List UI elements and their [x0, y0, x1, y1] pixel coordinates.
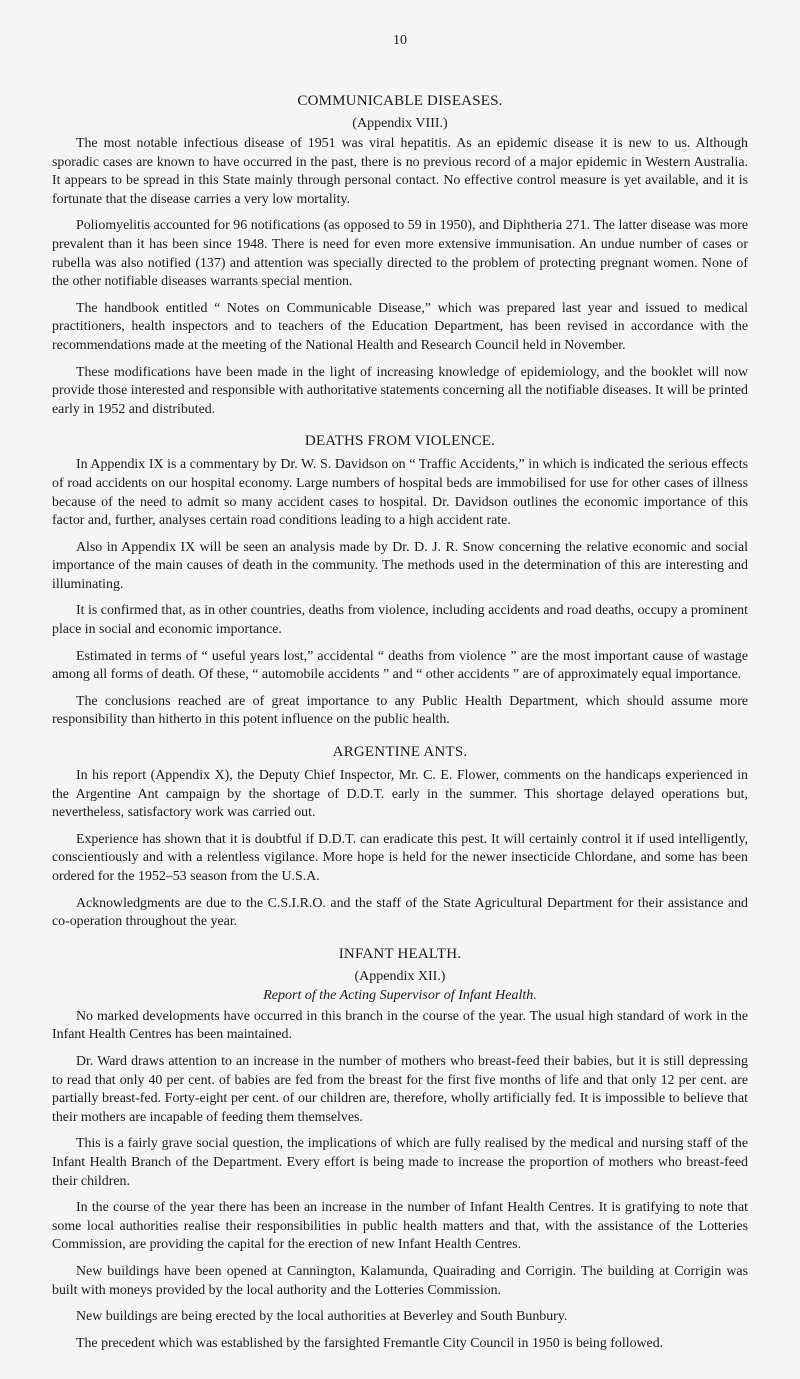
- paragraph: These modifications have been made in the light of increasing knowledge of epidemiology, and the booklet will now provide those interested and responsible with authoritative statements concerning all the notifiable diseases. It will be printed early in 1952 and distributed.: [52, 364, 748, 417]
- paragraph: New buildings have been opened at Cannington, Kalamunda, Quairading and Corrigin. The building at Corrigin was built with moneys provided by the local authority and the Lotteries Commission.: [52, 1263, 748, 1298]
- paragraph: No marked developments have occurred in this branch in the course of the year. The usual high standard of work in the Infant Health Centres has been maintained.: [52, 1008, 748, 1043]
- paragraph: This is a fairly grave social question, the implications of which are fully realised by the medical and nursing staff of the Infant Health Branch of the Department. Every effort is being made to increase the proportion of mothers who breast-feed their children.: [52, 1136, 748, 1189]
- report-line: Report of the Acting Supervisor of Infant Health.: [263, 987, 537, 1003]
- paragraph: Experience has shown that it is doubtful if D.D.T. can eradicate this pest. It will certainly control it if used intelligently, conscientiously and with a relentless vigilance. More hope is held for the newer insecticide Chlordane, and some has been ordered for the 1952–53 season from the U.S.A.: [52, 831, 748, 884]
- section-heading: INFANT HEALTH.: [338, 945, 462, 962]
- paragraph: Dr. Ward draws attention to an increase in the number of mothers who breast-feed their babies, but it is still depressing to read that only 40 per cent. of babies are fed from the breast for the first five months of life and that only 12 per cent. are partially breast-fed. Forty-eight per cent. of our children are, therefore, wholly artificially fed. It is impossible to believe that their mothers are incapable of feeding them themselves.: [52, 1053, 748, 1125]
- paragraph: New buildings are being erected by the local authorities at Beverley and South Bunbury.: [76, 1309, 568, 1325]
- paragraph: The handbook entitled “ Notes on Communicable Disease,” which was prepared last year and issued to medical practitioners, health inspectors and to teachers of the Education Department, has been revised in accordance with the recommendations made at the meeting of the National Health and Research Council held in November.: [52, 300, 748, 353]
- paragraph: Also in Appendix IX will be seen an analysis made by Dr. D. J. R. Snow concerning the relative economic and social importance of the main causes of death in the community. The methods used in the determination of this are interesting and illuminating.: [52, 539, 748, 592]
- section-heading: ARGENTINE ANTS.: [332, 744, 468, 761]
- section-heading: DEATHS FROM VIOLENCE.: [304, 433, 496, 450]
- paragraph: The most notable infectious disease of 1951 was viral hepatitis. As an epidemic disease it is new to us. Although sporadic cases are known to have occurred in the past, there is no previous record of a major epidemic in Western Australia. It appears to be spread in this State mainly through personal contact. No effective control measure is yet available, and it is fortunate that the disease carries a very low mortality.: [52, 136, 748, 207]
- paragraph: Poliomyelitis accounted for 96 notifications (as opposed to 59 in 1950), and Diphtheria 271. The latter disease was more prevalent than it has been since 1948. There is need for even more extensive immunisation. An undue number of cases or rubella was also notified (137) and attention was specially directed to the problem of protecting pregnant women. None of the other notifiable diseases warrants special mention.: [52, 218, 748, 290]
- section-argentine-ants: [52, 744, 748, 932]
- section-subheading: (Appendix XII.): [354, 968, 446, 984]
- paragraph: Estimated in terms of “ useful years lost,” accidental “ deaths from violence ” are the most important cause of wastage among all forms of death. Of these, “ automobile accidents ” and “ other accidents ” are of approximately equal importance.: [52, 648, 748, 683]
- section-deaths-from-violence: [52, 433, 748, 730]
- section-communicable-diseases: [52, 93, 748, 419]
- paragraph: In his report (Appendix X), the Deputy Chief Inspector, Mr. C. E. Flower, comments on the handicaps experienced in the Argentine Ant campaign by the shortage of D.D.T. early in the summer. This shortage delayed operations but, nevertheless, satisfactory work was carried out.: [52, 768, 748, 821]
- paragraph: The conclusions reached are of great importance to any Public Health Department, which should assume more responsibility than hitherto in this potent influence on the public health.: [52, 693, 748, 728]
- page-number: 10: [393, 33, 407, 48]
- paragraph: In the course of the year there has been an increase in the number of Infant Health Centres. It is gratifying to note that some local authorities realise their responsibilities in public health matters and that, with the assistance of the Lotteries Commission, are providing the capital for the erection of new Infant Health Centres.: [52, 1200, 748, 1253]
- paragraph: It is confirmed that, as in other countries, deaths from violence, including accidents and road deaths, occupy a prominent place in social and economic importance.: [52, 603, 748, 638]
- paragraph: The precedent which was established by the farsighted Fremantle City Council in 1950 is being followed.: [76, 1335, 664, 1351]
- paragraph: In Appendix IX is a commentary by Dr. W. S. Davidson on “ Traffic Accidents,” in which is indicated the serious effects of road accidents on our hospital economy. Large numbers of hospital beds are immobilised for use for other cases of illness because of the need to admit so many accident cases to hospital. Dr. Davidson outlines the economic importance of this factor and, further, analyses certain road conditions leading to a high accident rate.: [52, 457, 748, 529]
- paragraph: Acknowledgments are due to the C.S.I.R.O. and the staff of the State Agricultural Department for their assistance and co-operation throughout the year.: [52, 895, 748, 930]
- section-infant-health: [52, 946, 748, 1354]
- section-subheading: (Appendix VIII.): [352, 116, 448, 131]
- section-heading: COMMUNICABLE DISEASES.: [297, 93, 503, 109]
